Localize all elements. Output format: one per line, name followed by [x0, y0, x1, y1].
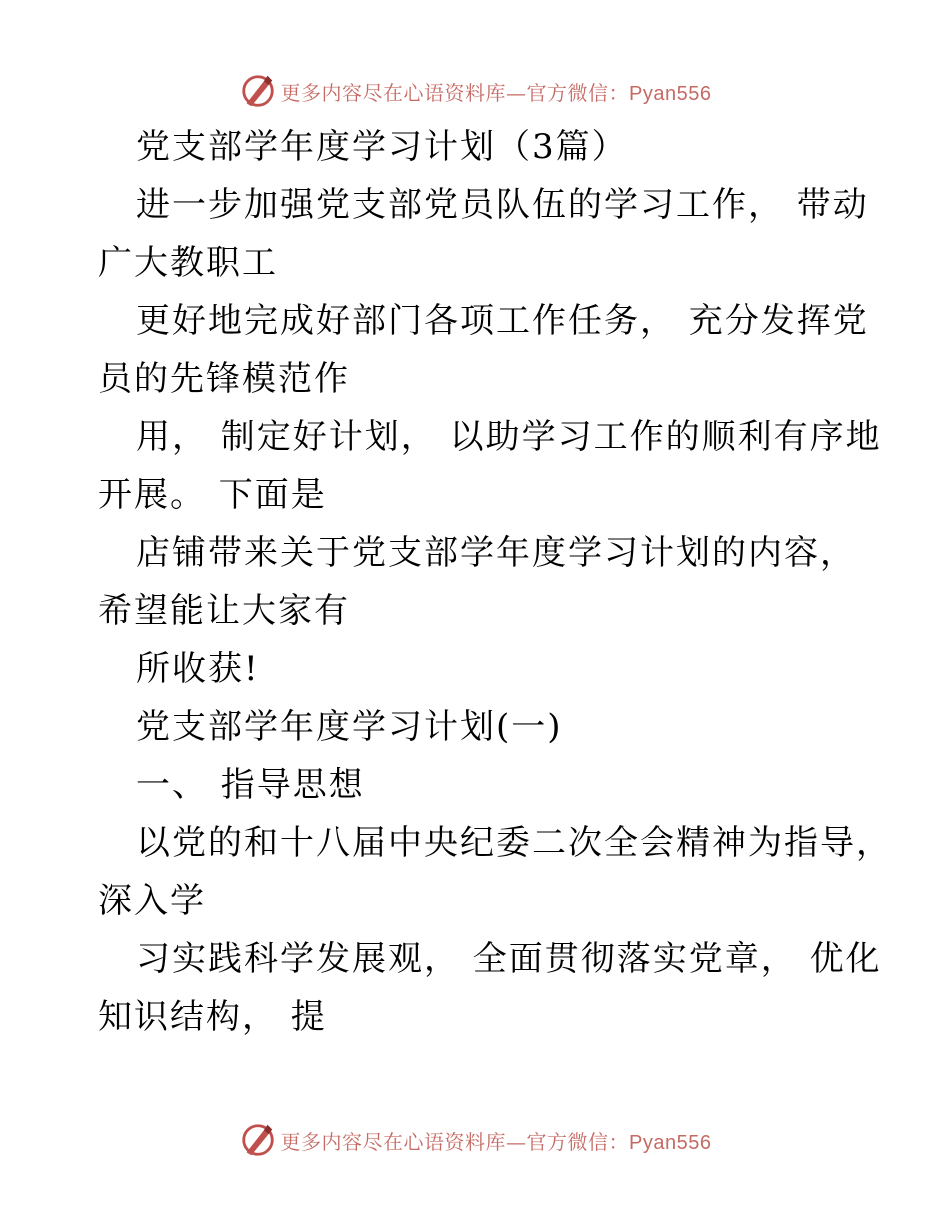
paragraph-line: 更好地完成好部门各项工作任务， 充分发挥党	[136, 301, 869, 341]
paragraph-line: 希望能让大家有	[98, 591, 350, 631]
paragraph-line: 广大教职工	[98, 243, 278, 283]
watermark-text	[281, 77, 712, 106]
watermark-text	[281, 1126, 712, 1155]
paragraph-line: 习实践科学发展观， 全面贯彻落实党章， 优化	[136, 939, 882, 979]
watermark-handle: Pyan556	[629, 82, 712, 105]
document-title: 党支部学年度学习计划（3篇）	[136, 127, 628, 167]
watermark-prefix: 更多内容尽在心语资料库—官方微信：	[280, 80, 630, 105]
paragraph-line: 进一步加强党支部党员队伍的学习工作， 带动	[136, 185, 869, 225]
subsection-heading: 一、 指导思想	[136, 765, 365, 805]
section-heading: 党支部学年度学习计划(一)	[136, 707, 563, 747]
watermark-handle: Pyan556	[629, 1131, 712, 1154]
paragraph-line: 用， 制定好计划， 以助学习工作的顺利有序地	[136, 417, 882, 457]
paragraph-line: 知识结构， 提	[98, 997, 327, 1037]
pen-logo-icon	[239, 1121, 277, 1159]
watermark-prefix: 更多内容尽在心语资料库—官方微信：	[280, 1129, 630, 1154]
paragraph-line: 所收获!	[136, 649, 260, 689]
paragraph-line: 开展。 下面是	[98, 475, 327, 515]
pen-logo-icon	[239, 72, 277, 110]
paragraph-line: 店铺带来关于党支部学年度学习计划的内容，	[136, 533, 856, 573]
watermark-header	[0, 71, 950, 111]
document-body	[98, 118, 892, 1046]
paragraph-line: 深入学	[98, 881, 206, 921]
paragraph-line: 以党的和十八届中央纪委二次全会精神为指导，	[136, 823, 892, 863]
watermark-footer	[0, 1120, 950, 1160]
paragraph-line: 员的先锋模范作	[98, 359, 350, 399]
